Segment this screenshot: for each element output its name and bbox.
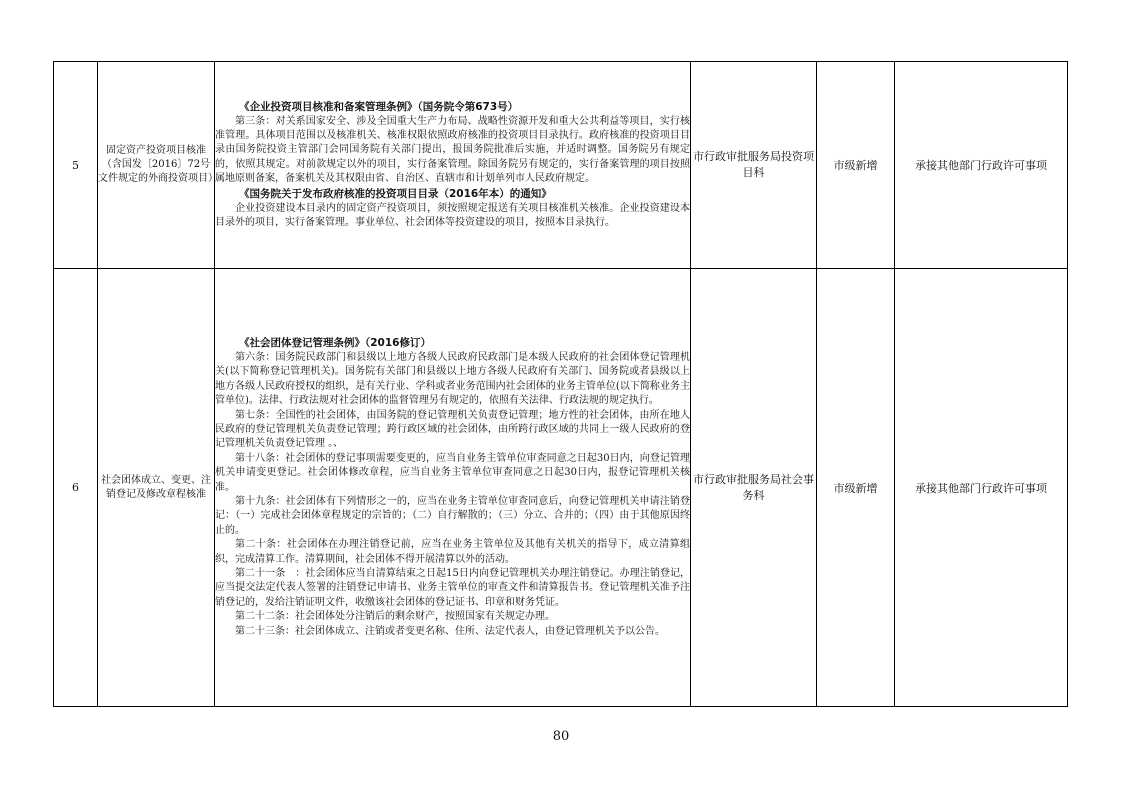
law-title: 《企业投资项目核准和备案管理条例》（国务院令第673号） [239, 100, 519, 113]
legal-basis [215, 269, 691, 707]
law-paragraph: 第十八条：社会团体的登记事项需要变更的，应当自业务主管单位审查同意之日起30日内，向登记管理机关申请变更登记。社会团体修改章程，应当自业务主管单位审查同意之日起30日内，报登记管理机关核准。 [215, 452, 690, 493]
table-row [54, 62, 1068, 269]
law-paragraph: 第二十一条 ：社会团体应当自清算结束之日起15日内向登记管理机关办理注销登记。办理注销登记，应当提交法定代表人签署的注销登记申请书、业务主管单位的审查文件和清算报告书。登记管理机关准予注销登记的，发给注销证明文件，收缴该社会团体的登记证书、印章和财务凭证。 [215, 568, 690, 608]
item-type: 市级新增 [817, 269, 895, 707]
responsible-department: 市行政审批服务局社会事务科 [691, 269, 817, 707]
law-title: 《社会团体登记管理条例》（2016修订） [239, 336, 431, 349]
table-row [54, 269, 1068, 707]
law-paragraph: 企业投资建设本目录内的固定资产投资项目，须按照规定报送有关项目核准机关核准。企业投资建设本目录外的项目，实行备案管理。事业单位、社会团体等投资建设的项目，按照本目录执行。 [215, 202, 690, 229]
item-note: 承接其他部门行政许可事项 [895, 62, 1068, 269]
item-type: 市级新增 [817, 62, 895, 269]
law-paragraph: 第二十条：社会团体在办理注销登记前，应当在业务主管单位及其他有关机关的指导下，成立清算组织，完成清算工作。清算期间，社会团体不得开展清算以外的活动。 [215, 539, 690, 565]
law-paragraph: 第七条：全国性的社会团体，由国务院的登记管理机关负责登记管理；地方性的社会团体，由所在地人民政府的登记管理机关负责登记管理；跨行政区域的社会团体，由所跨行政区域的共同上一级人民政府的登记管理机关负责登记管理 。、 [215, 409, 690, 450]
approval-items-table [53, 61, 1068, 707]
item-note: 承接其他部门行政许可事项 [895, 269, 1068, 707]
legal-basis [215, 62, 691, 269]
law-title: 《国务院关于发布政府核准的投资项目目录（2016年本）的通知》 [239, 187, 552, 200]
item-number: 6 [54, 269, 98, 707]
responsible-department: 市行政审批服务局投资项目科 [691, 62, 817, 269]
law-paragraph: 第三条：对关系国家安全、涉及全国重大生产力布局、战略性资源开发和重大公共利益等项目，实行核准管理。具体项目范围以及核准机关、核准权限依照政府核准的投资项目目录执行。政府核准的投资项目目录由国务院投资主管部门会同国务院有关部门提出，报国务院批准后实施，并适时调整。国务院另有规定的，依照其规定。对前款规定以外的项目，实行备案管理。除国务院另有规定的，实行备案管理的项目按照属地原则备案，备案机关及其权限由省、自治区、直辖市和计划单列市人民政府规定。 [215, 115, 690, 185]
law-paragraph: 第二十二条：社会团体处分注销后的剩余财产，按照国家有关规定办理。 [235, 611, 555, 623]
page-number: 80 [552, 729, 570, 744]
item-name: 固定资产投资项目核准（含国发〔2016〕72号文件规定的外商投资项目） [98, 62, 215, 269]
law-paragraph: 第六条：国务院民政部门和县级以上地方各级人民政府民政部门是本级人民政府的社会团体登记管理机关(以下简称登记管理机关)。国务院有关部门和县级以上地方各级人民政府有关部门、国务院或者县级以上地方各级人民政府授权的组织，是有关行业、学科或者业务范围内社会团体的业务主管单位(以下简称业务主管单位)。法律、行政法规对社会团体的监督管理另有规定的，依照有关法律、行政法规的规定执行。 [215, 351, 690, 407]
law-paragraph: 第十九条：社会团体有下列情形之一的，应当在业务主管单位审查同意后，向登记管理机关申请注销登记：（一）完成社会团体章程规定的宗旨的；（二）自行解散的；（三）分立、合并的；（四）由于其他原因终止的。 [215, 496, 690, 536]
item-number: 5 [54, 62, 98, 269]
law-paragraph: 第二十三条：社会团体成立、注销或者变更名称、住所、法定代表人，由登记管理机关予以公告。 [235, 625, 665, 637]
item-name: 社会团体成立、变更、注销登记及修改章程核准 [98, 269, 215, 707]
